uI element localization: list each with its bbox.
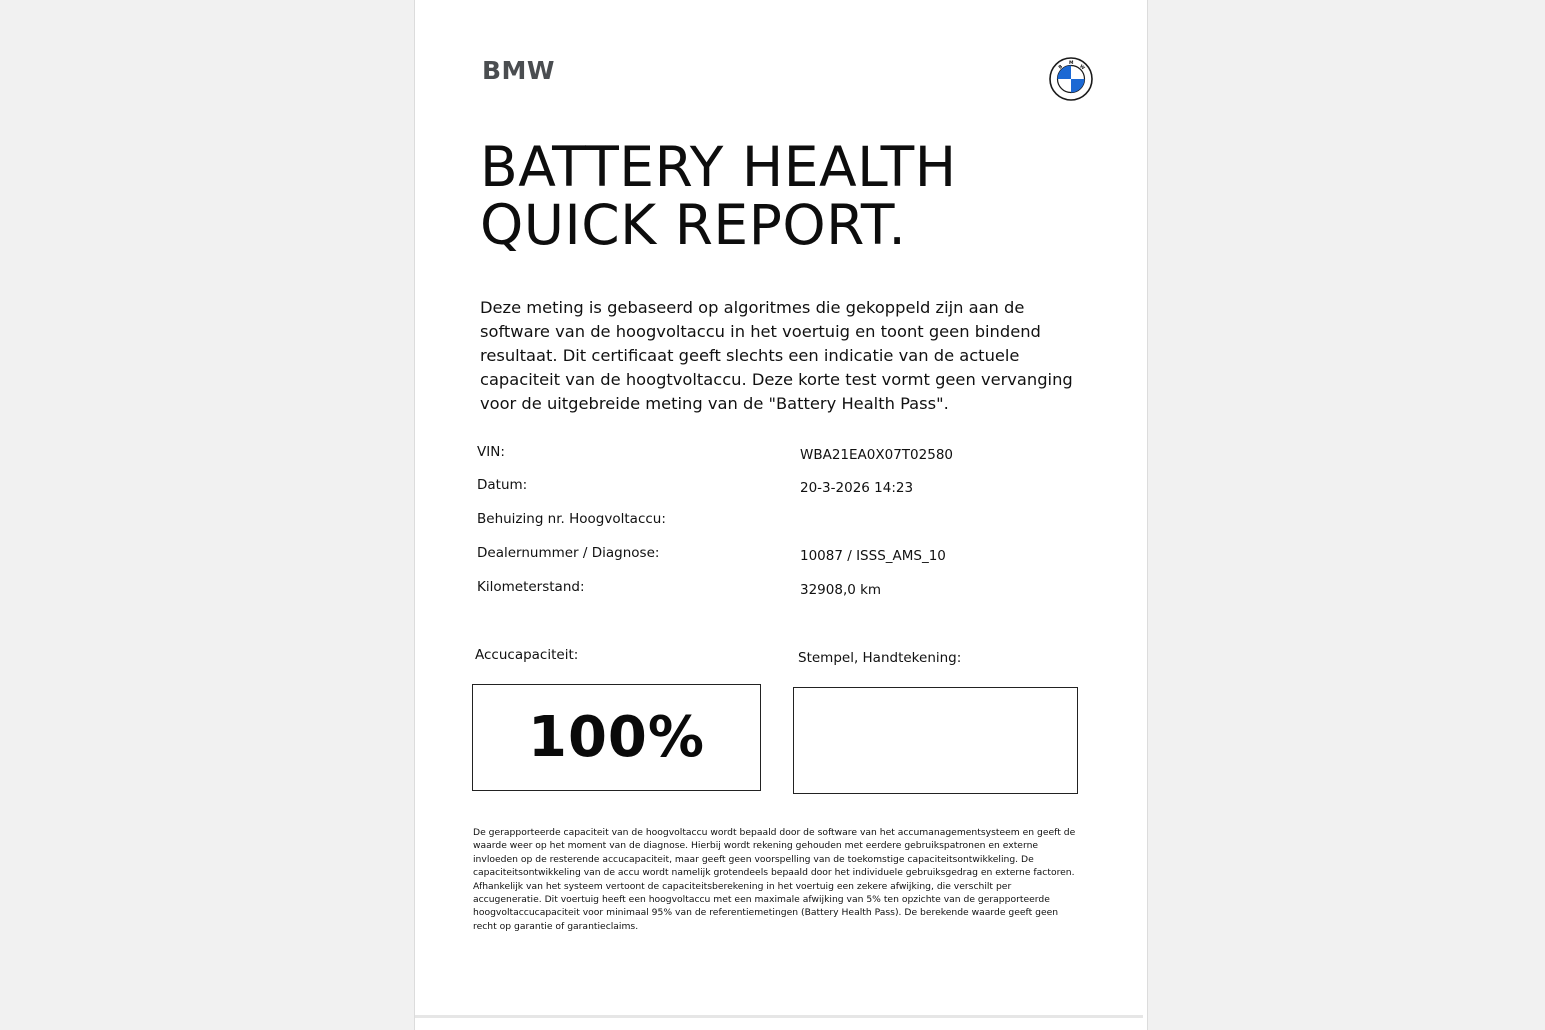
intro-paragraph: Deze meting is gebaseerd op algoritmes die gekoppeld zijn aan de software van de hoogvoltaccu in het voertuig en toont geen bindend resultaat. Dit certificaat geeft slechts een indicatie van de actuele capaciteit van de hoogtvoltaccu. Deze korte test vormt geen vervanging voor de uitgebreide meting van de "Battery Health Pass". [480,298,1073,413]
signature-label: Stempel, Handtekening: [798,650,962,666]
field-label-vin: VIN: [477,444,505,460]
field-row-dealer-diagnosis [415,545,1147,569]
capacity-value: 100% [527,705,705,770]
field-row-battery-housing [415,511,1147,535]
field-value-date: 20-3-2026 14:23 [800,480,914,496]
report-title [480,135,957,257]
bmw-roundel-logo [1049,57,1093,101]
field-value-vin: WBA21EA0X07T02580 [800,447,953,463]
svg-text:B: B [1058,64,1064,71]
bmw-wordmark: BMW [482,56,556,85]
svg-text:M: M [1069,60,1074,66]
field-label-dealer-diagnosis: Dealernummer / Diagnose: [477,545,660,561]
field-value-mileage: 32908,0 km [800,582,882,598]
report-title-line-1: BATTERY HEALTH [480,135,957,199]
field-label-battery-housing: Behuizing nr. Hoogvoltaccu: [477,511,666,527]
field-label-date: Datum: [477,477,528,493]
field-row-date [415,477,1147,501]
field-label-mileage: Kilometerstand: [477,579,585,595]
capacity-box [472,684,761,791]
field-row-vin [415,444,1147,468]
field-row-mileage [415,579,1147,603]
svg-text:W: W [1078,64,1086,72]
capacity-label: Accucapaciteit: [475,647,579,663]
signature-stamp-box [793,687,1078,794]
report-page [414,0,1148,1030]
disclaimer-text: De gerapporteerde capaciteit van de hoogvoltaccu wordt bepaald door de software van het accumanagementsysteem en geeft de waarde weer op het moment van de diagnose. Hierbij wordt rekening gehouden met eerdere gebruikspatronen en externe invloeden op de resterende accucapaciteit, maar geeft geen voorspelling van de toekomstige capaciteitsontwikkeling. De capaciteitsontwikkeling van de accu wordt namelijk grotendeels bepaald door het individuele gebruiksgedrag en externe factoren. Afhankelijk van het systeem vertoont de capaciteitsberekening in het voertuig een zekere afwijking, die verschilt per accugeneratie. Dit voertuig heeft een hoogvoltaccu met een maximale afwijking van 5% ten opzichte van de gerapporteerde hoogvoltaccucapaciteit voor minimaal 95% van de referentiemetingen (Battery Health Pass). De berekende waarde geeft geen recht op garantie of garantieclaims. [473,827,1076,932]
field-value-dealer-diagnosis: 10087 / ISSS_AMS_10 [800,548,946,564]
page-bottom-edge [415,1015,1143,1018]
report-title-line-2: QUICK REPORT. [480,193,907,257]
